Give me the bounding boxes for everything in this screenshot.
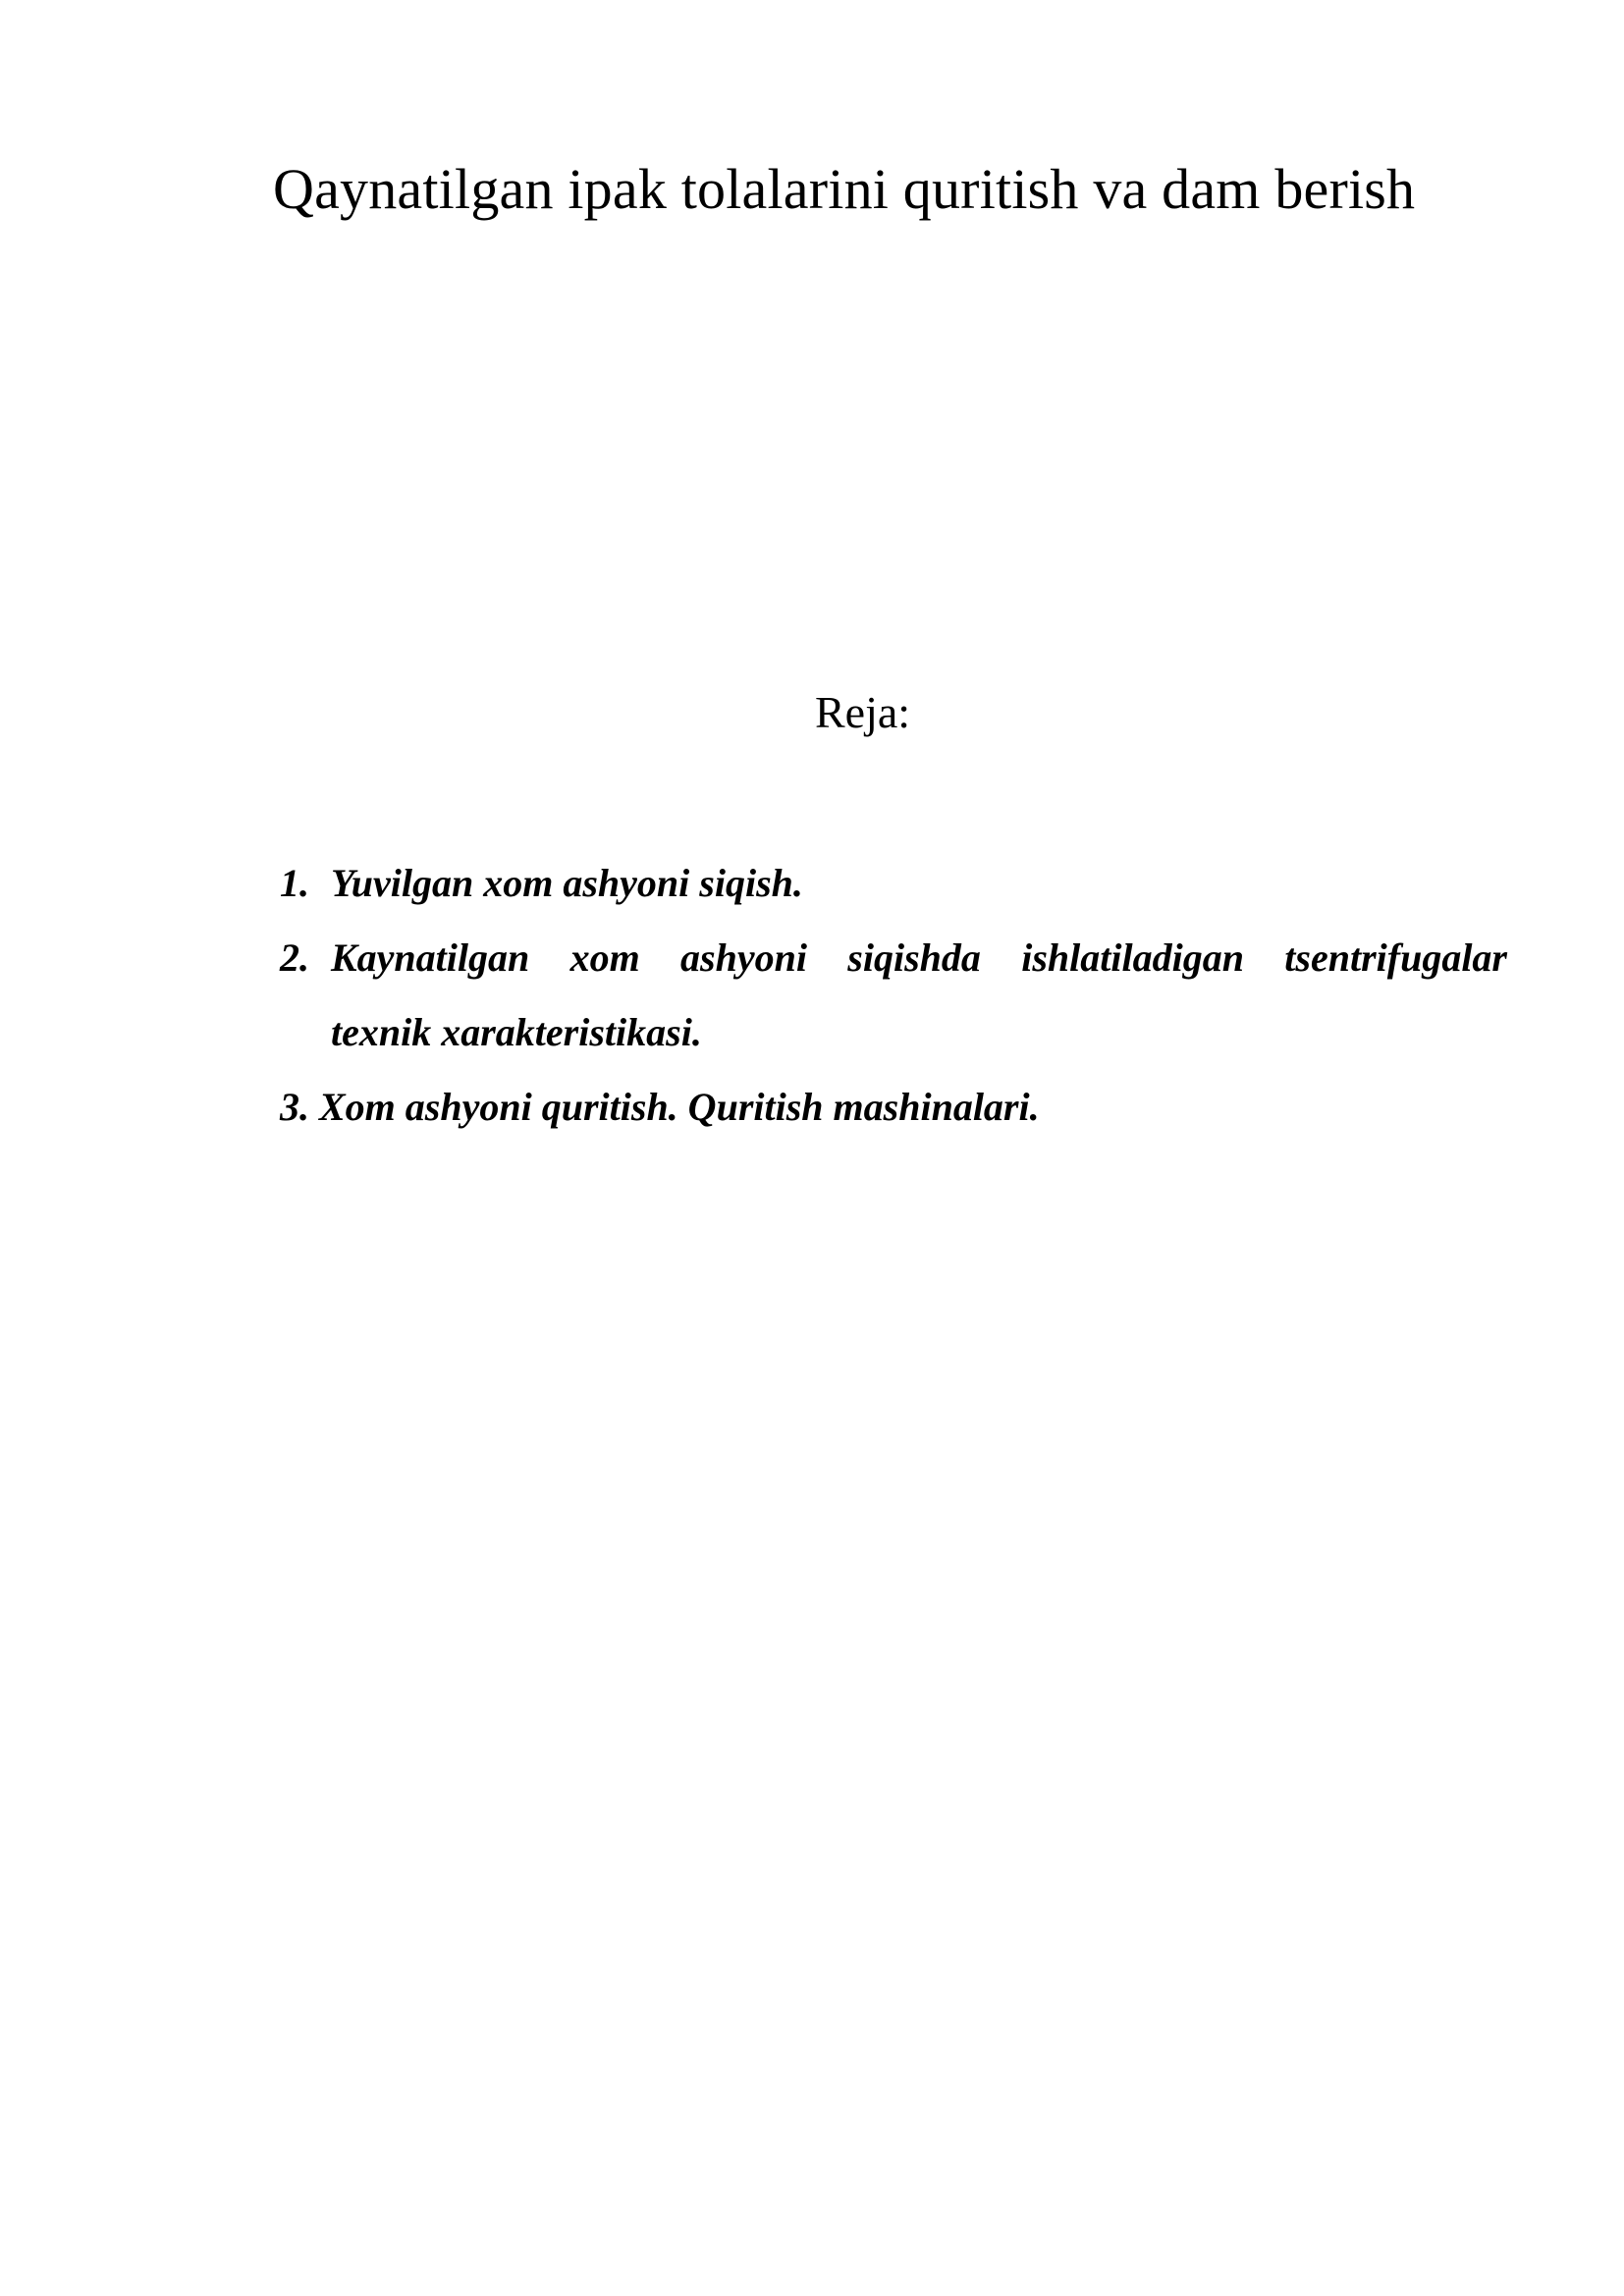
plan-item-number: 1. [280, 861, 309, 905]
plan-item-text: Yuvilgan xom ashyoni siqish. [331, 861, 803, 905]
plan-list [280, 846, 1507, 1145]
plan-item-2 [280, 921, 1507, 1070]
plan-item-1 [280, 846, 1507, 921]
plan-item-text-line-1: Kaynatilgan xom ashyoni siqishda ishlatiladigan tsentrifugalar [331, 935, 1507, 980]
plan-item-text-line-2: texnik xarakteristikasi. [331, 1010, 702, 1054]
plan-item-number: 2. [280, 935, 309, 980]
plan-heading: Reja: [815, 687, 911, 737]
document-title: Qaynatilgan ipak tolalarini quritish va dam berish [273, 157, 1416, 221]
plan-item-3 [280, 1070, 1507, 1145]
plan-item-text [331, 921, 1507, 1070]
plan-item-number: 3. [280, 1085, 319, 1129]
plan-item-text: Xom ashyoni quritish. Quritish mashinalari. [319, 1085, 1040, 1129]
